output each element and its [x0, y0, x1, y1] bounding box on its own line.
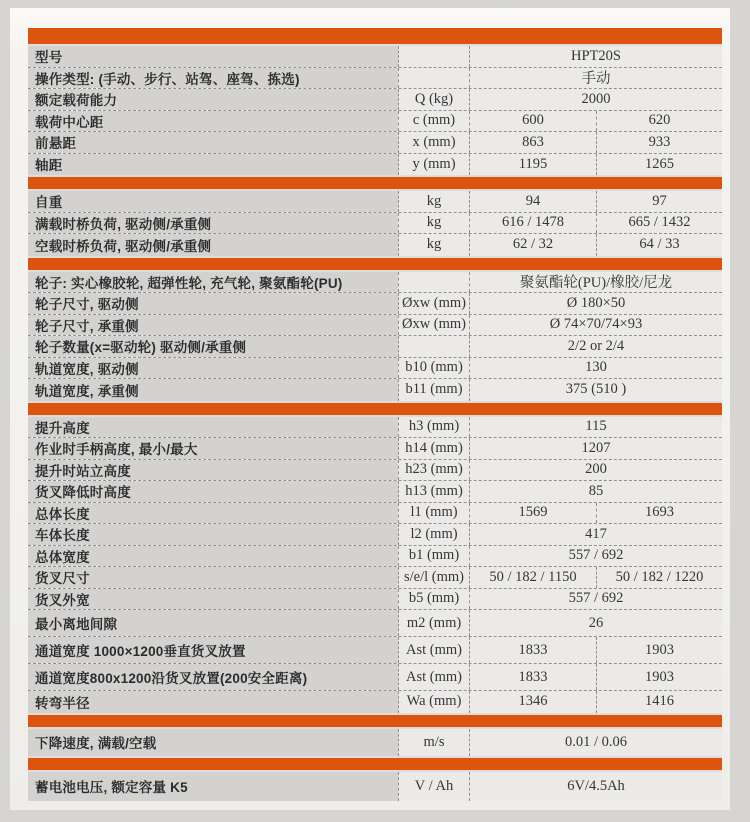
spec-symbol-cell: y (mm)	[398, 154, 470, 176]
spec-row	[28, 46, 722, 68]
spec-row	[28, 234, 722, 256]
spec-value-cell: 557 / 692	[470, 546, 722, 567]
spec-row	[28, 272, 722, 294]
spec-value-cell: 665 / 1432	[596, 213, 722, 234]
spec-symbol-cell: b5 (mm)	[398, 589, 470, 610]
spec-value-cell: 1833	[470, 664, 596, 690]
spec-value-cell: 557 / 692	[470, 589, 722, 610]
spec-value-cell: 2000	[470, 89, 722, 110]
spec-value-cell: 0.01 / 0.06	[470, 729, 722, 756]
spec-value-cell: 50 / 182 / 1150	[470, 567, 596, 588]
spec-value-cell: 115	[470, 417, 722, 438]
spec-symbol-cell: h23 (mm)	[398, 460, 470, 481]
spec-value-cell: 375 (510 )	[470, 379, 722, 401]
spec-label-cell: 操作类型: (手动、步行、站驾、座驾、拣选)	[28, 68, 398, 89]
spec-row	[28, 664, 722, 691]
spec-value-cell: Ø 74×70/74×93	[470, 315, 722, 336]
spec-label-cell: 货叉尺寸	[28, 567, 398, 588]
spec-value-cell: 62 / 32	[470, 234, 596, 256]
spec-label-cell: 轮子尺寸, 驱动侧	[28, 293, 398, 314]
spec-value-cell: 1569	[470, 503, 596, 524]
spec-value-cell: 50 / 182 / 1220	[596, 567, 722, 588]
spec-label-cell: 提升高度	[28, 417, 398, 438]
spec-label-cell: 轮子尺寸, 承重侧	[28, 315, 398, 336]
spec-symbol-cell: h14 (mm)	[398, 438, 470, 459]
spec-value-cell: 1265	[596, 154, 722, 176]
spec-value-cell: 933	[596, 132, 722, 153]
spec-row	[28, 154, 722, 176]
spec-value-cell: 130	[470, 358, 722, 379]
spec-value-cell: 1833	[470, 637, 596, 663]
spec-label-cell: 型号	[28, 46, 398, 67]
spec-symbol-cell	[398, 68, 470, 89]
spec-value-cell: 2/2 or 2/4	[470, 336, 722, 357]
spec-symbol-cell: Øxw (mm)	[398, 293, 470, 314]
spec-value-cell: 1416	[596, 691, 722, 713]
spec-symbol-cell: kg	[398, 234, 470, 256]
spec-value-cell: 94	[470, 191, 596, 212]
spec-symbol-cell: x (mm)	[398, 132, 470, 153]
spec-symbol-cell: Øxw (mm)	[398, 315, 470, 336]
spec-value-cell: 手动	[470, 68, 722, 89]
spec-label-cell: 总体长度	[28, 503, 398, 524]
spec-value-cell: 1346	[470, 691, 596, 713]
spec-symbol-cell: b11 (mm)	[398, 379, 470, 401]
spec-symbol-cell: Wa (mm)	[398, 691, 470, 713]
spec-symbol-cell: b1 (mm)	[398, 546, 470, 567]
spec-label-cell: 货叉降低时高度	[28, 481, 398, 502]
spec-value-cell: 聚氨酯轮(PU)/橡胶/尼龙	[470, 272, 722, 293]
spec-row	[28, 567, 722, 589]
spec-value-cell: 1195	[470, 154, 596, 176]
spec-label-cell: 作业时手柄高度, 最小/最大	[28, 438, 398, 459]
spec-value-cell: 863	[470, 132, 596, 153]
spec-value-cell: 620	[596, 111, 722, 132]
section-divider	[28, 175, 722, 191]
spec-section-wheels	[28, 272, 722, 401]
spec-row	[28, 315, 722, 337]
spec-symbol-cell: m2 (mm)	[398, 610, 470, 636]
spec-row	[28, 111, 722, 133]
spec-symbol-cell: V / Ah	[398, 772, 470, 801]
spec-value-cell: 26	[470, 610, 722, 636]
section-divider	[28, 756, 722, 772]
spec-row	[28, 379, 722, 401]
spec-value-cell: 600	[470, 111, 596, 132]
spec-symbol-cell: s/e/l (mm)	[398, 567, 470, 588]
spec-symbol-cell: c (mm)	[398, 111, 470, 132]
spec-symbol-cell	[398, 336, 470, 357]
spec-label-cell: 轴距	[28, 154, 398, 176]
spec-value-cell: Ø 180×50	[470, 293, 722, 314]
spec-symbol-cell: Ast (mm)	[398, 637, 470, 663]
spec-value-cell: HPT20S	[470, 46, 722, 67]
spec-label-cell: 额定载荷能力	[28, 89, 398, 110]
spec-value-cell: 1903	[596, 637, 722, 663]
spec-value-cell: 200	[470, 460, 722, 481]
spec-row	[28, 336, 722, 358]
spec-row	[28, 503, 722, 525]
spec-symbol-cell: h3 (mm)	[398, 417, 470, 438]
spec-row	[28, 460, 722, 482]
spec-label-cell: 货叉外宽	[28, 589, 398, 610]
spec-row	[28, 610, 722, 637]
spec-label-cell: 前悬距	[28, 132, 398, 153]
spec-row	[28, 438, 722, 460]
spec-row	[28, 191, 722, 213]
spec-section-dimensions	[28, 417, 722, 713]
spec-label-cell: 自重	[28, 191, 398, 212]
spec-row	[28, 132, 722, 154]
section-divider	[28, 401, 722, 417]
spec-label-cell: 轮子: 实心橡胶轮, 超弹性轮, 充气轮, 聚氨酯轮(PU)	[28, 272, 398, 293]
spec-symbol-cell: h13 (mm)	[398, 481, 470, 502]
page-sheet	[10, 8, 730, 810]
spec-section-battery	[28, 772, 722, 801]
spec-row	[28, 89, 722, 111]
spec-symbol-cell: kg	[398, 191, 470, 212]
spec-label-cell: 轨道宽度, 承重侧	[28, 379, 398, 401]
spec-row	[28, 691, 722, 713]
spec-label-cell: 转弯半径	[28, 691, 398, 713]
spec-symbol-cell: l1 (mm)	[398, 503, 470, 524]
spec-row	[28, 213, 722, 235]
spec-label-cell: 下降速度, 满载/空载	[28, 729, 398, 756]
spec-label-cell: 载荷中心距	[28, 111, 398, 132]
spec-table	[28, 28, 722, 801]
spec-row	[28, 293, 722, 315]
spec-row	[28, 417, 722, 439]
spec-label-cell: 车体长度	[28, 524, 398, 545]
spec-value-cell: 616 / 1478	[470, 213, 596, 234]
section-divider	[28, 713, 722, 729]
spec-value-cell: 64 / 33	[596, 234, 722, 256]
spec-label-cell: 通道宽度 1000×1200垂直货叉放置	[28, 637, 398, 663]
spec-symbol-cell: m/s	[398, 729, 470, 756]
spec-label-cell: 空载时桥负荷, 驱动侧/承重侧	[28, 234, 398, 256]
spec-label-cell: 蓄电池电压, 额定容量 K5	[28, 772, 398, 801]
spec-value-cell: 417	[470, 524, 722, 545]
spec-row	[28, 589, 722, 611]
spec-label-cell: 通道宽度800x1200沿货叉放置(200安全距离)	[28, 664, 398, 690]
spec-value-cell: 1903	[596, 664, 722, 690]
spec-section-identification	[28, 46, 722, 175]
spec-symbol-cell: b10 (mm)	[398, 358, 470, 379]
spec-row	[28, 729, 722, 756]
spec-label-cell: 最小离地间隙	[28, 610, 398, 636]
spec-label-cell: 总体宽度	[28, 546, 398, 567]
spec-section-weights	[28, 191, 722, 256]
spec-section-performance	[28, 729, 722, 756]
spec-symbol-cell: Q (kg)	[398, 89, 470, 110]
spec-label-cell: 轨道宽度, 驱动侧	[28, 358, 398, 379]
spec-symbol-cell: l2 (mm)	[398, 524, 470, 545]
spec-row	[28, 358, 722, 380]
spec-symbol-cell: kg	[398, 213, 470, 234]
spec-row	[28, 481, 722, 503]
spec-value-cell: 6V/4.5Ah	[470, 772, 722, 801]
spec-row	[28, 637, 722, 664]
spec-label-cell: 满载时桥负荷, 驱动侧/承重侧	[28, 213, 398, 234]
spec-symbol-cell	[398, 46, 470, 67]
spec-value-cell: 97	[596, 191, 722, 212]
spec-row	[28, 546, 722, 568]
spec-symbol-cell: Ast (mm)	[398, 664, 470, 690]
section-divider	[28, 256, 722, 272]
spec-value-cell: 1207	[470, 438, 722, 459]
spec-label-cell: 提升时站立高度	[28, 460, 398, 481]
section-divider	[28, 28, 722, 46]
spec-row	[28, 524, 722, 546]
spec-value-cell: 85	[470, 481, 722, 502]
spec-row	[28, 68, 722, 90]
spec-label-cell: 轮子数量(x=驱动轮) 驱动侧/承重侧	[28, 336, 398, 357]
spec-symbol-cell	[398, 272, 470, 293]
spec-row	[28, 772, 722, 801]
spec-value-cell: 1693	[596, 503, 722, 524]
